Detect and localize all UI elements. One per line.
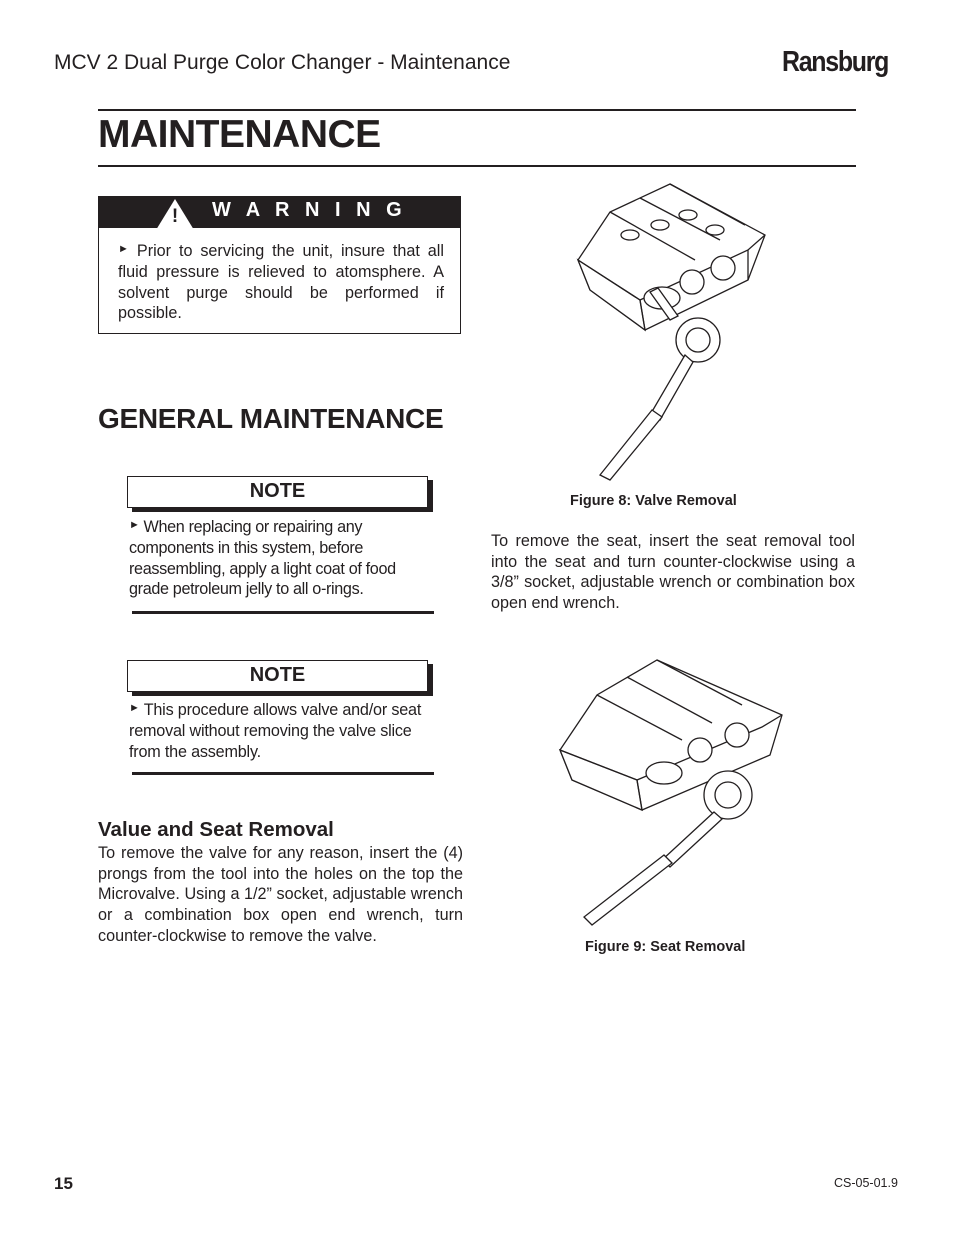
note-rule xyxy=(132,772,434,775)
seat-removal-illustration-icon xyxy=(552,655,787,930)
page-number: 15 xyxy=(54,1174,73,1193)
valve-removal-illustration-icon xyxy=(570,180,780,485)
document-title: MCV 2 Dual Purge Color Changer - Maintenance xyxy=(54,51,511,74)
note-body xyxy=(129,700,433,762)
note-text: When replacing or repairing any components in this system, before reassembling, apply a light coat of food grade petroleum jelly to all o-rings. xyxy=(129,518,396,599)
bullet-arrow-icon: ► xyxy=(118,243,129,256)
title-rule-top xyxy=(98,109,856,111)
note-body xyxy=(129,517,433,600)
document-code: CS-05-01.9 xyxy=(834,1176,898,1190)
note-label: NOTE xyxy=(127,476,428,508)
warning-header xyxy=(99,197,460,228)
title-rule-bottom xyxy=(98,165,856,167)
bullet-arrow-icon: ► xyxy=(129,519,140,532)
warning-box xyxy=(98,196,461,334)
warning-exclamation: ! xyxy=(171,206,179,227)
bullet-arrow-icon: ► xyxy=(129,702,140,715)
figure-caption: Figure 8: Valve Removal xyxy=(570,493,737,509)
valve-seat-text: To remove the valve for any reason, insert the (4) prongs from the tool into the holes on the top the Microvalve. Using a 1/2” socket, adjustable wrench or a combination box open end wrench, turn counter-clockwise to remove the valve. xyxy=(98,844,463,945)
warning-label: W A R N I N G xyxy=(212,199,407,221)
valve-seat-heading: Value and Seat Removal xyxy=(98,818,334,841)
general-maintenance-heading: GENERAL MAINTENANCE xyxy=(98,403,444,434)
warning-body xyxy=(118,241,444,324)
warning-text: Prior to servicing the unit, insure that all fluid pressure is relieved to atomsphere. A solvent purge should be performed if possible. xyxy=(118,242,444,323)
brand-logo: Ransburg xyxy=(782,46,889,78)
note-label: NOTE xyxy=(127,660,428,692)
note-rule xyxy=(132,611,434,614)
figure-caption: Figure 9: Seat Removal xyxy=(585,939,746,955)
note-text: This procedure allows valve and/or seat removal without removing the valve slice from the assembly. xyxy=(129,701,422,761)
section-title: MAINTENANCE xyxy=(98,113,381,156)
seat-removal-text: To remove the seat, insert the seat removal tool into the seat and turn counter-clockwise using a 3/8” socket, adjustable wrench or combination box open end wrench. xyxy=(491,532,855,613)
